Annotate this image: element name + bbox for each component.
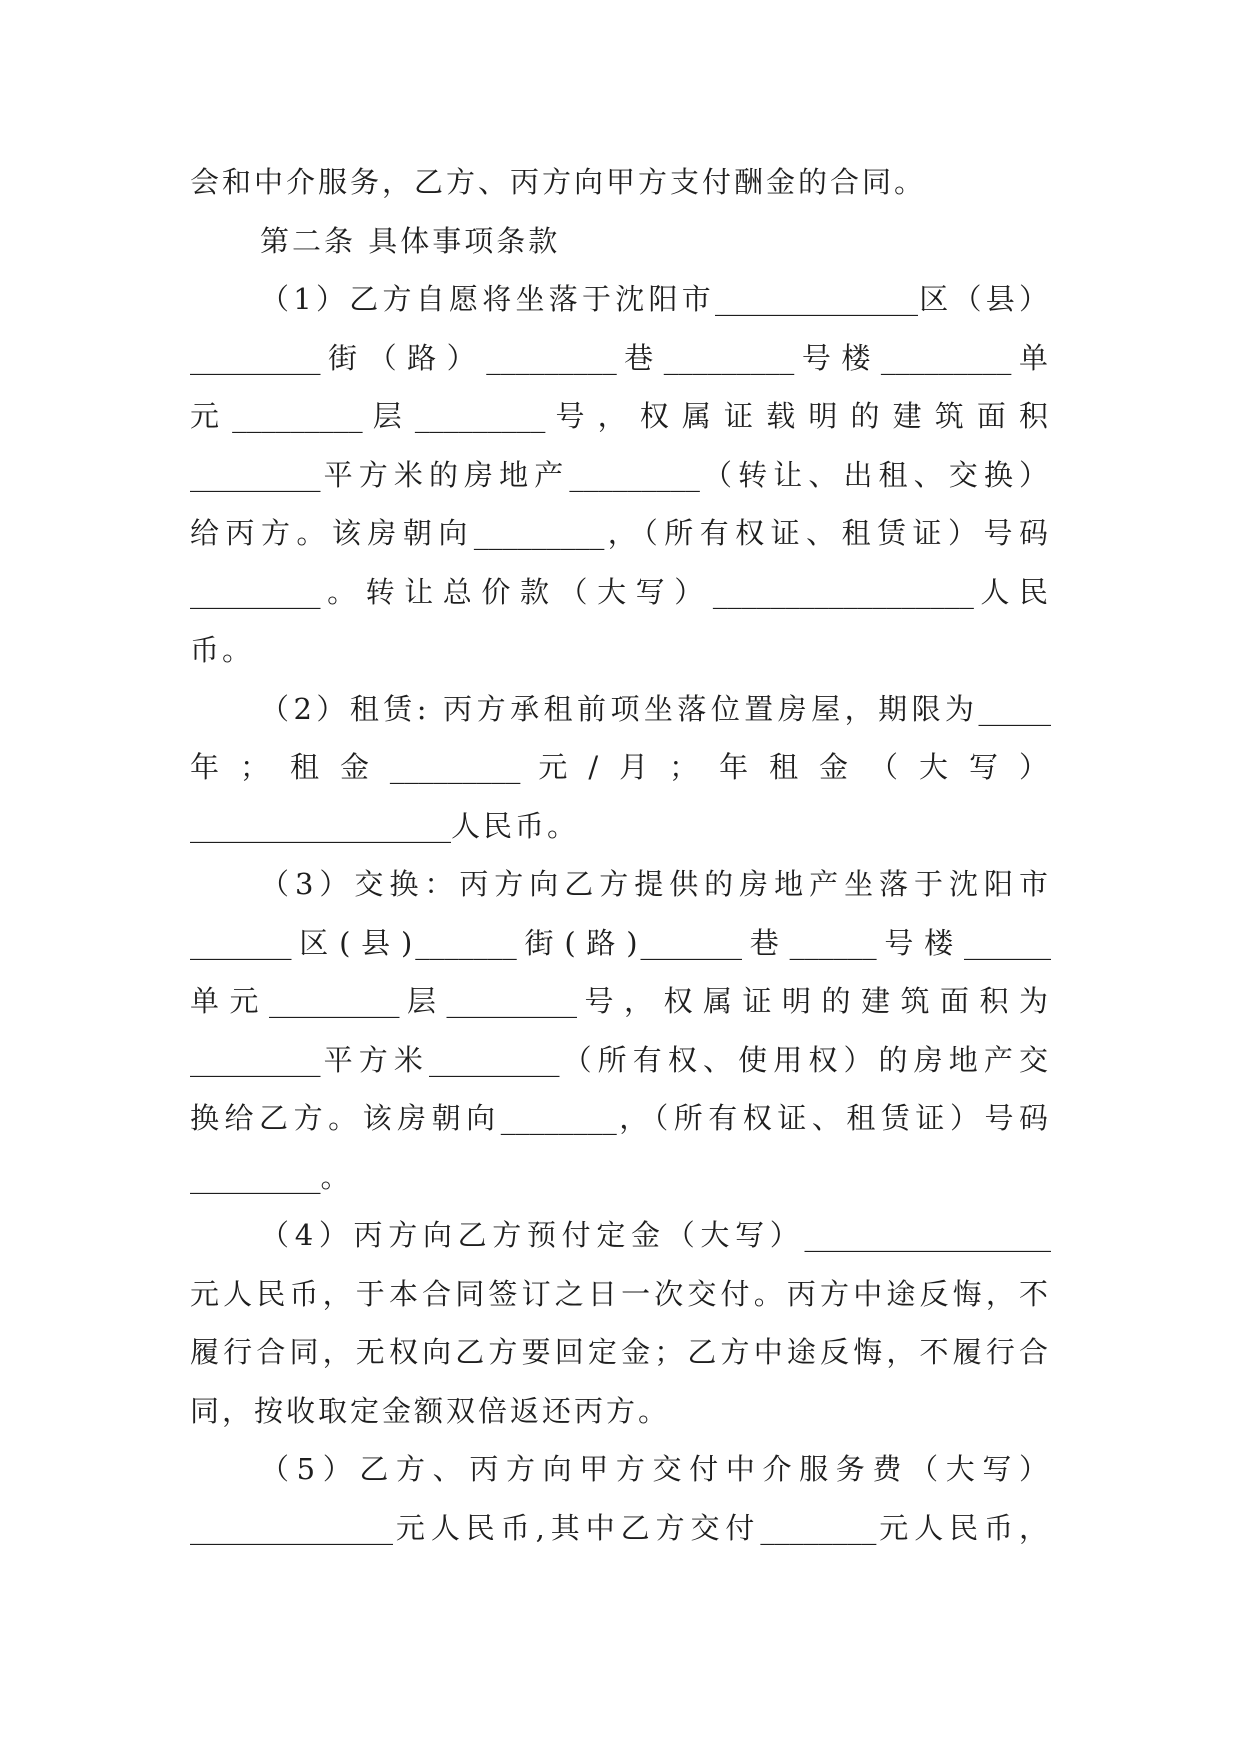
contract-text-body bbox=[190, 153, 1051, 1557]
text-span: ，（所有权证、租赁证）号码 bbox=[604, 516, 1051, 550]
text-span: 号楼 bbox=[794, 340, 881, 375]
text-line bbox=[190, 1499, 1051, 1558]
fill-in-blank: _________ bbox=[389, 750, 521, 784]
fill-in-blank: _________ bbox=[428, 1042, 560, 1077]
text-span: 换给乙方。该房朝向 bbox=[190, 1101, 501, 1135]
fill-in-blank: _________ bbox=[473, 516, 605, 550]
text-span: 层 bbox=[362, 399, 415, 433]
fill-in-blank: ______ bbox=[963, 925, 1051, 960]
fill-in-blank: ________ bbox=[760, 1510, 877, 1545]
text-line bbox=[190, 855, 1051, 914]
text-span: （5）乙方、丙方向甲方交付中介服务费（大写） bbox=[260, 1452, 1051, 1486]
text-span: 单 bbox=[1011, 340, 1051, 375]
text-line bbox=[190, 1206, 1051, 1265]
fill-in-blank: _________ bbox=[269, 984, 400, 1018]
text-span: 区（县） bbox=[917, 282, 1051, 316]
fill-in-blank: _________ bbox=[190, 340, 321, 375]
fill-in-blank: _________________ bbox=[804, 1218, 1051, 1252]
text-span: 给丙方。该房朝向 bbox=[190, 516, 474, 550]
text-line bbox=[190, 1089, 1051, 1148]
text-line bbox=[190, 914, 1051, 973]
text-span: 区(县) bbox=[291, 925, 416, 960]
fill-in-blank: _________ bbox=[880, 340, 1012, 375]
text-span: （所有权、使用权）的房地产交 bbox=[559, 1042, 1051, 1077]
text-line bbox=[190, 1265, 1051, 1324]
text-span: （转让、出租、交换） bbox=[699, 457, 1051, 492]
fill-in-blank: ______ bbox=[789, 925, 877, 960]
fill-in-blank: _________ bbox=[663, 340, 795, 375]
text-line bbox=[190, 329, 1051, 388]
text-line bbox=[190, 738, 1051, 797]
fill-in-blank: _________ bbox=[486, 340, 617, 375]
text-line bbox=[190, 504, 1051, 563]
text-span: 元人民币， bbox=[876, 1510, 1051, 1545]
fill-in-blank: __________________ bbox=[712, 574, 974, 609]
text-line bbox=[190, 1440, 1051, 1499]
text-line bbox=[190, 1031, 1051, 1090]
text-span: 巷 bbox=[742, 925, 790, 960]
fill-in-blank: ________ bbox=[500, 1101, 617, 1135]
text-span: 币。 bbox=[190, 633, 255, 667]
text-span: 层 bbox=[399, 984, 447, 1018]
text-span: 平方米 bbox=[320, 1042, 429, 1077]
text-line bbox=[190, 1382, 1051, 1441]
text-span: 平方米的房地产 bbox=[320, 457, 570, 492]
text-span: 同，按收取定金额双倍返还丙方。 bbox=[190, 1393, 671, 1428]
text-span: 元 bbox=[190, 399, 233, 433]
text-span: （2）租赁: 丙方承租前项坐落位置房屋，期限为 bbox=[260, 691, 979, 726]
text-line bbox=[190, 972, 1051, 1031]
fill-in-blank: _____ bbox=[978, 691, 1051, 726]
text-span: 。转让总价款（大写） bbox=[320, 574, 713, 609]
fill-in-blank: _________ bbox=[190, 1042, 321, 1077]
text-span: 号，权属证明的建筑面积为 bbox=[577, 984, 1051, 1018]
text-span: 巷 bbox=[616, 340, 664, 375]
section-heading bbox=[190, 212, 1051, 271]
text-span: 会和中介服务，乙方、丙方向甲方支付酬金的合同。 bbox=[190, 165, 927, 199]
text-span: ，（所有权证、租赁证）号码 bbox=[616, 1101, 1051, 1135]
text-span: 元/月；年租金（大写） bbox=[520, 750, 1051, 784]
text-line bbox=[190, 1148, 1051, 1207]
text-line bbox=[190, 680, 1051, 739]
text-span: （1）乙方自愿将坐落于沈阳市 bbox=[260, 282, 715, 316]
fill-in-blank: _______ bbox=[415, 925, 517, 960]
text-span: 单元 bbox=[190, 984, 269, 1018]
text-span: 街(路) bbox=[516, 925, 641, 960]
text-line bbox=[190, 153, 1051, 212]
text-span: 履行合同，无权向乙方要回定金；乙方中途反悔，不履行合 bbox=[190, 1335, 1051, 1369]
fill-in-blank: _________ bbox=[414, 399, 546, 433]
text-span: 。 bbox=[320, 1159, 353, 1194]
fill-in-blank: ______________ bbox=[190, 1510, 393, 1545]
text-span: 人民币。 bbox=[451, 808, 580, 843]
text-span: 号楼 bbox=[876, 925, 964, 960]
text-span: 元人民币,其中乙方交付 bbox=[393, 1510, 761, 1545]
text-span: 人民 bbox=[973, 574, 1051, 609]
fill-in-blank: __________________ bbox=[190, 808, 451, 843]
text-line bbox=[190, 446, 1051, 505]
text-line bbox=[190, 563, 1051, 622]
text-span: 元人民币，于本合同签订之日一次交付。丙方中途反悔，不 bbox=[190, 1276, 1051, 1311]
text-span: （3）交换：丙方向乙方提供的房地产坐落于沈阳市 bbox=[260, 867, 1051, 901]
text-span: 年；租金 bbox=[190, 750, 390, 784]
text-line bbox=[190, 1323, 1051, 1382]
text-span: 街（路） bbox=[320, 340, 487, 375]
text-line bbox=[190, 797, 1051, 856]
text-line bbox=[190, 621, 1051, 680]
fill-in-blank: _________ bbox=[190, 1159, 321, 1194]
fill-in-blank: _________ bbox=[232, 399, 363, 433]
fill-in-blank: _________ bbox=[190, 574, 321, 609]
fill-in-blank: _________ bbox=[446, 984, 577, 1018]
fill-in-blank: _______ bbox=[640, 925, 743, 960]
text-span: 号，权属证载明的建筑面积 bbox=[545, 399, 1051, 433]
fill-in-blank: ______________ bbox=[714, 282, 918, 316]
text-span: 第二条 具体事项条款 bbox=[260, 223, 561, 258]
fill-in-blank: _______ bbox=[190, 925, 292, 960]
fill-in-blank: _________ bbox=[569, 457, 700, 492]
text-line bbox=[190, 270, 1051, 329]
text-span: （4）丙方向乙方预付定金（大写） bbox=[260, 1218, 805, 1252]
text-line bbox=[190, 387, 1051, 446]
fill-in-blank: _________ bbox=[190, 457, 321, 492]
